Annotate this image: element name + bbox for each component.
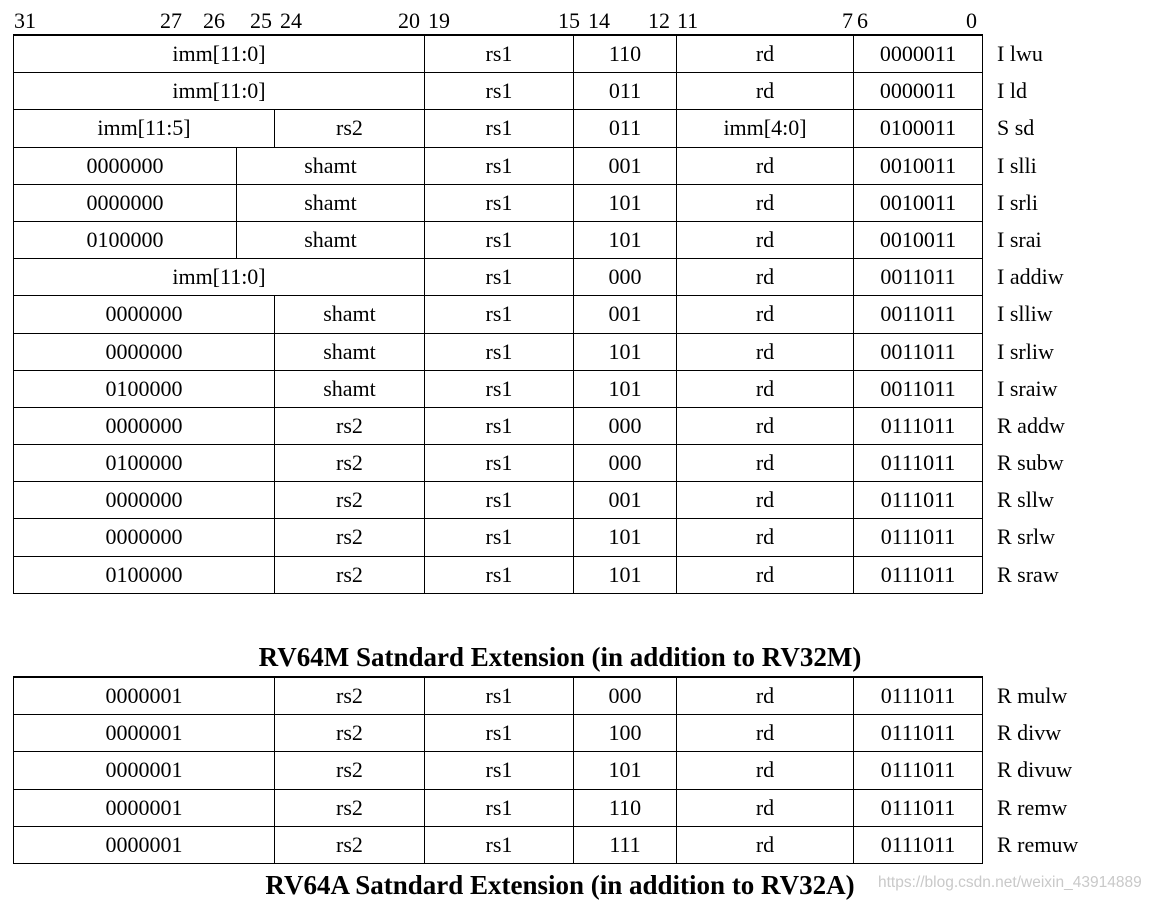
field-rs2: rs2	[274, 557, 424, 593]
field-rd: rd	[676, 557, 853, 593]
table-row	[13, 752, 1073, 789]
field-opcode: 0010011	[853, 185, 983, 221]
field-rs1: rs1	[424, 148, 573, 184]
table-row	[13, 445, 1064, 482]
field-rs1: rs1	[424, 222, 573, 258]
field-funct3: 000	[573, 678, 676, 714]
field-funct3: 001	[573, 482, 676, 518]
field-funct3: 101	[573, 222, 676, 258]
field-funct3: 100	[573, 715, 676, 751]
field-opcode: 0011011	[853, 334, 983, 370]
instruction-label: I addiw	[997, 264, 1064, 290]
field-funct3: 000	[573, 445, 676, 481]
field-rs2: rs2	[274, 519, 424, 555]
field-funct7: 0000001	[13, 827, 274, 863]
field-rs1: rs1	[424, 296, 573, 332]
field-funct7: 0000001	[13, 678, 274, 714]
instruction-label: R sraw	[997, 561, 1059, 587]
field-funct3: 000	[573, 259, 676, 295]
field-funct3: 011	[573, 73, 676, 109]
field-rs1: rs1	[424, 827, 573, 863]
instruction-label: R mulw	[997, 683, 1068, 708]
bit-index-20: 20	[398, 8, 420, 33]
field-rd: rd	[676, 296, 853, 332]
field-opcode: 0010011	[853, 222, 983, 258]
field-rs2: rs2	[274, 678, 424, 714]
table-row	[13, 36, 1043, 73]
field-opcode: 0000011	[853, 36, 983, 72]
instruction-label: R remuw	[997, 831, 1079, 857]
field-rd: rd	[676, 185, 853, 221]
field-funct7: 0000001	[13, 790, 274, 826]
field-funct7: 0000001	[13, 715, 274, 751]
field-rd: rd	[676, 36, 853, 72]
field-shamt: shamt	[236, 222, 424, 258]
table-row	[13, 334, 1054, 371]
table-row	[13, 519, 1056, 556]
field-rs2: rs2	[274, 408, 424, 444]
field-rs1: rs1	[424, 790, 573, 826]
field-funct7: 0100000	[13, 445, 274, 481]
table-row	[13, 73, 1027, 110]
bit-index-7: 7	[842, 8, 853, 33]
field-rd: rd	[676, 334, 853, 370]
bit-index-11: 11	[677, 8, 699, 33]
instruction-label: I lwu	[997, 41, 1043, 66]
rv64i-encoding-table	[13, 34, 1065, 594]
rv64m-encoding-table	[13, 676, 1079, 864]
table-row	[13, 110, 1035, 147]
bit-index-27: 27	[160, 8, 182, 33]
field-opcode: 0111011	[853, 482, 983, 518]
table-row	[13, 408, 1065, 445]
field-funct3: 000	[573, 408, 676, 444]
bit-index-19: 19	[428, 8, 450, 33]
bit-index-12: 12	[648, 8, 670, 33]
field-rs1: rs1	[424, 73, 573, 109]
field-rs1: rs1	[424, 185, 573, 221]
field-rd: rd	[676, 73, 853, 109]
field-opcode: 0000011	[853, 73, 983, 109]
field-funct3: 110	[573, 790, 676, 826]
field-imm: imm[11:0]	[13, 73, 424, 109]
field-rs1: rs1	[424, 259, 573, 295]
instruction-label: I ld	[997, 78, 1027, 104]
field-funct3: 101	[573, 334, 676, 370]
field-rd: rd	[676, 222, 853, 258]
field-opcode: 0011011	[853, 259, 983, 295]
field-imm-high: imm[11:5]	[13, 110, 274, 146]
table-row	[13, 715, 1062, 752]
instruction-label: R addw	[997, 412, 1065, 438]
field-funct3: 101	[573, 557, 676, 593]
field-rd: rd	[676, 148, 853, 184]
field-rs1: rs1	[424, 110, 573, 146]
watermark: https://blog.csdn.net/weixin_43914889	[878, 874, 1142, 891]
field-funct7: 0000000	[13, 408, 274, 444]
bit-index-6: 6	[857, 8, 868, 33]
field-funct7: 0000000	[13, 482, 274, 518]
field-imm: imm[11:0]	[13, 259, 424, 295]
field-rd: rd	[676, 259, 853, 295]
field-funct3: 001	[573, 296, 676, 332]
field-imm-low: imm[4:0]	[676, 110, 853, 146]
bit-index-24: 24	[280, 8, 302, 33]
field-rs1: rs1	[424, 715, 573, 751]
bit-index-25: 25	[250, 8, 272, 33]
field-opcode: 0111011	[853, 678, 983, 714]
bit-index-0: 0	[966, 8, 977, 33]
field-funct3: 101	[573, 185, 676, 221]
field-rd: rd	[676, 482, 853, 518]
bit-index-15: 15	[558, 8, 580, 33]
field-opcode: 0111011	[853, 715, 983, 751]
field-shamt: shamt	[236, 148, 424, 184]
bit-index-header	[0, 8, 1160, 34]
field-funct3: 111	[573, 827, 676, 863]
table-row	[13, 790, 1068, 827]
field-rd: rd	[676, 519, 853, 555]
table-row	[13, 185, 1038, 222]
field-funct3: 001	[573, 148, 676, 184]
instruction-label: I slli	[997, 152, 1037, 178]
field-opcode: 0111011	[853, 790, 983, 826]
field-rd: rd	[676, 827, 853, 863]
rv64m-heading: RV64M Satndard Extension (in addition to RV32M)	[258, 642, 862, 672]
field-funct6: 0000000	[13, 185, 236, 221]
field-funct3: 011	[573, 110, 676, 146]
field-shamt: shamt	[236, 185, 424, 221]
bit-index-14: 14	[588, 8, 610, 33]
field-opcode: 0010011	[853, 148, 983, 184]
field-rd: rd	[676, 678, 853, 714]
field-funct7: 0000001	[13, 752, 274, 788]
instruction-label: I slliw	[997, 301, 1053, 327]
table-row	[13, 678, 1068, 715]
field-funct7: 0100000	[13, 557, 274, 593]
bit-index-31: 31	[14, 8, 36, 33]
table-row	[13, 827, 1079, 864]
field-rs2: rs2	[274, 827, 424, 863]
instruction-label: I srli	[997, 189, 1038, 215]
field-rd: rd	[676, 445, 853, 481]
field-funct7: 0100000	[13, 371, 274, 407]
instruction-label: R divuw	[997, 757, 1073, 783]
instruction-label: I sraiw	[997, 375, 1058, 401]
table-row	[13, 557, 1059, 594]
field-rd: rd	[676, 371, 853, 407]
field-opcode: 0111011	[853, 408, 983, 444]
table-row	[13, 222, 1042, 259]
bit-index-26: 26	[203, 8, 225, 33]
instruction-label: R remw	[997, 794, 1068, 820]
field-funct7: 0000000	[13, 296, 274, 332]
field-imm: imm[11:0]	[13, 36, 424, 72]
field-rs2: rs2	[274, 445, 424, 481]
field-opcode: 0111011	[853, 445, 983, 481]
instruction-label: R srlw	[997, 524, 1056, 550]
field-rs2: rs2	[274, 790, 424, 826]
field-rs2: rs2	[274, 482, 424, 518]
field-rd: rd	[676, 752, 853, 788]
field-opcode: 0011011	[853, 296, 983, 332]
field-funct3: 110	[573, 36, 676, 72]
field-opcode: 0011011	[853, 371, 983, 407]
field-rs1: rs1	[424, 482, 573, 518]
field-rs1: rs1	[424, 557, 573, 593]
field-opcode: 0100011	[853, 110, 983, 146]
field-rs2: rs2	[274, 110, 424, 146]
instruction-label: S sd	[997, 115, 1035, 141]
field-shamt: shamt	[274, 296, 424, 332]
field-rs1: rs1	[424, 408, 573, 444]
field-rs1: rs1	[424, 36, 573, 72]
field-opcode: 0111011	[853, 557, 983, 593]
field-rd: rd	[676, 408, 853, 444]
field-rd: rd	[676, 715, 853, 751]
table-row	[13, 371, 1058, 408]
field-rs1: rs1	[424, 334, 573, 370]
field-rd: rd	[676, 790, 853, 826]
field-opcode: 0111011	[853, 827, 983, 863]
field-rs1: rs1	[424, 371, 573, 407]
field-shamt: shamt	[274, 371, 424, 407]
instruction-label: R sllw	[997, 487, 1054, 513]
field-rs1: rs1	[424, 445, 573, 481]
field-funct3: 101	[573, 371, 676, 407]
field-funct3: 101	[573, 519, 676, 555]
instruction-label: R divw	[997, 720, 1062, 746]
field-funct3: 101	[573, 752, 676, 788]
table-row	[13, 148, 1037, 185]
field-funct6: 0100000	[13, 222, 236, 258]
table-row	[13, 259, 1064, 296]
field-rs2: rs2	[274, 715, 424, 751]
rv64a-heading: RV64A Satndard Extension (in addition to RV32A)	[265, 870, 855, 900]
field-rs1: rs1	[424, 752, 573, 788]
field-rs2: rs2	[274, 752, 424, 788]
instruction-label: I srai	[997, 226, 1042, 252]
instruction-label: I srliw	[997, 338, 1054, 364]
table-row	[13, 296, 1053, 333]
field-shamt: shamt	[274, 334, 424, 370]
field-rs1: rs1	[424, 519, 573, 555]
field-funct7: 0000000	[13, 334, 274, 370]
field-opcode: 0111011	[853, 519, 983, 555]
field-rs1: rs1	[424, 678, 573, 714]
field-funct6: 0000000	[13, 148, 236, 184]
field-funct7: 0000000	[13, 519, 274, 555]
table-row	[13, 482, 1054, 519]
field-opcode: 0111011	[853, 752, 983, 788]
instruction-label: R subw	[997, 450, 1064, 476]
